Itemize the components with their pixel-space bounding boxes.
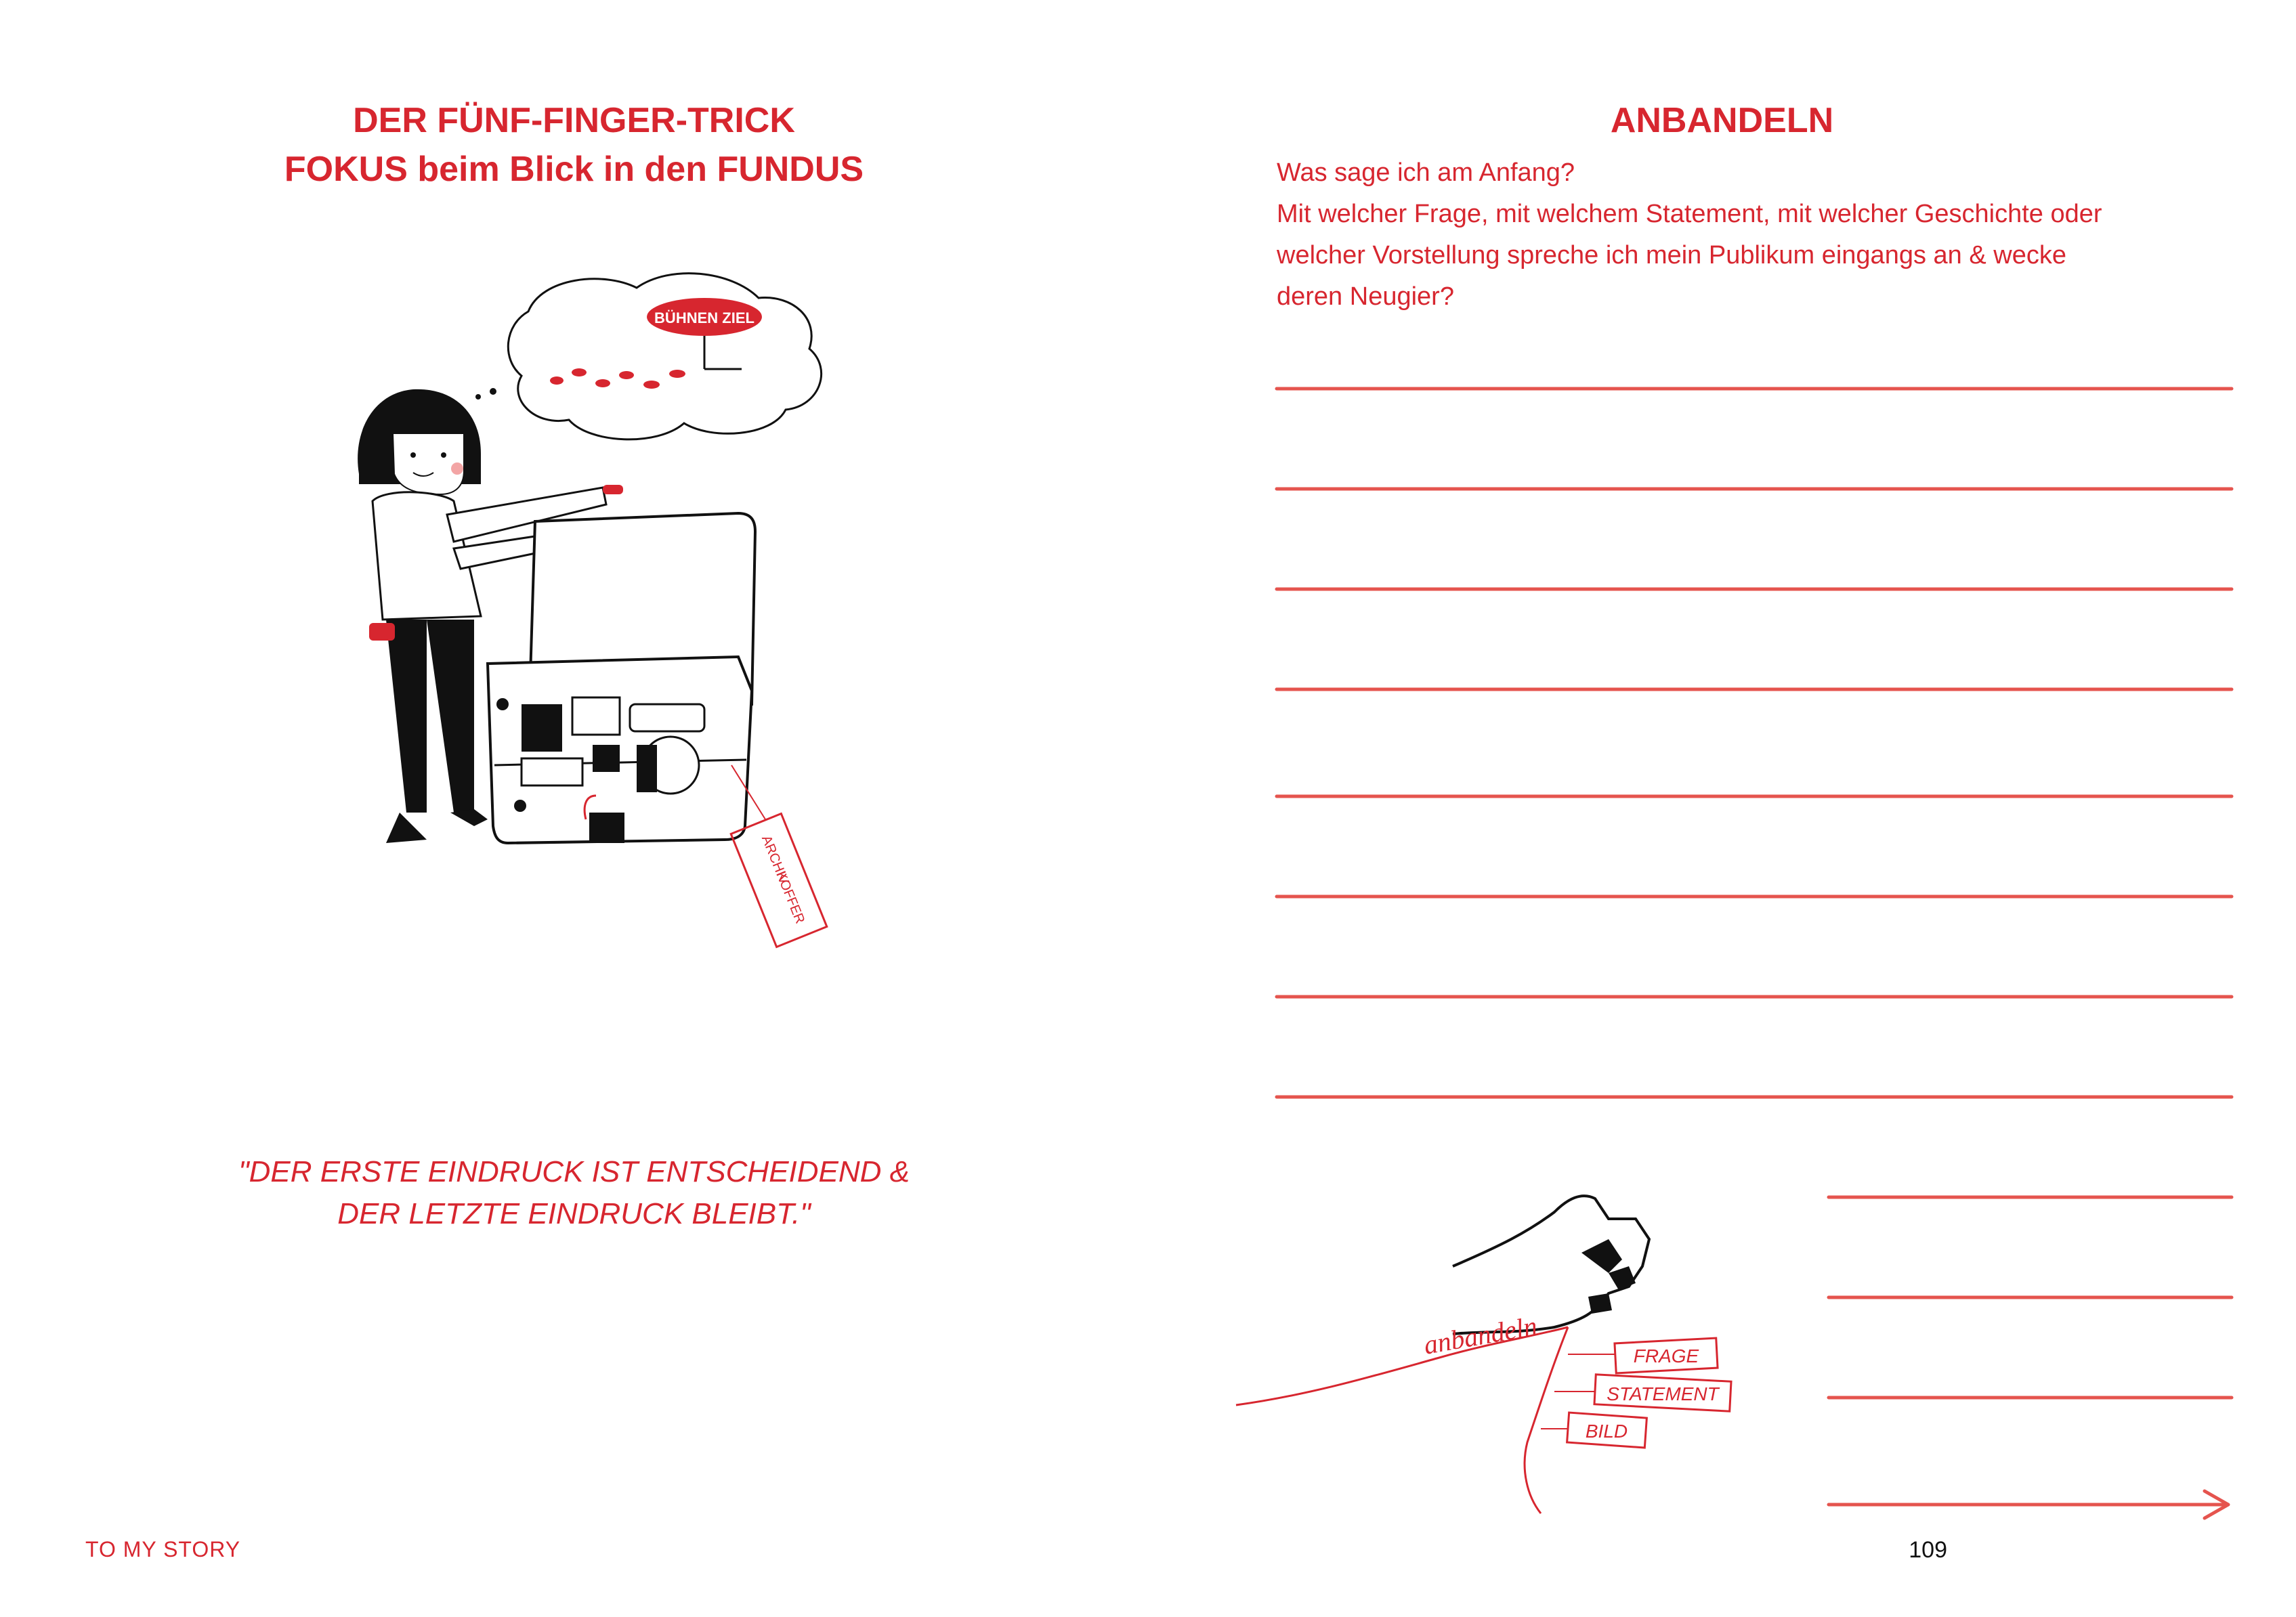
prompt-line1: Was sage ich am Anfang? <box>1277 158 1575 187</box>
archiv-tag-line1: ARCHIV <box>758 833 792 887</box>
buehnen-ziel-sign: BÜHNEN ZIEL <box>654 309 754 326</box>
footer-to-my-story[interactable]: TO MY STORY <box>85 1537 241 1561</box>
prompt-line3: welcher Vorstellung spreche ich mein Publikum eingangs an & wecke <box>1277 241 2066 270</box>
quote-block <box>0 1151 1148 1235</box>
left-title-block <box>0 96 1148 194</box>
quote-line2: DER LETZTE EINDRUCK BLEIBT." <box>337 1197 811 1230</box>
anbandeln-script: anbandeln <box>1421 1310 1539 1360</box>
woman-with-suitcase-illustration <box>318 230 860 962</box>
thought-bubble <box>508 274 821 439</box>
label-frage: FRAGE <box>1633 1345 1699 1366</box>
hand-with-rings-illustration <box>1229 1171 1907 1524</box>
archiv-tag-line2: KOFFER <box>773 869 808 926</box>
prompt-line4: deren Neugier? <box>1277 282 1454 311</box>
prompt-line2: Mit welcher Frage, mit welchem Statement, mit welcher Geschichte oder <box>1277 200 2102 228</box>
label-bild: BILD <box>1585 1421 1628 1442</box>
label-statement: STATEMENT <box>1607 1383 1719 1404</box>
right-page <box>1148 0 2296 1617</box>
right-title: ANBANDELN <box>1610 101 1834 140</box>
quote-line1: "DER ERSTE EINDRUCK IST ENTSCHEIDEND & <box>238 1155 910 1188</box>
left-title-line2: FOKUS beim Blick in den FUNDUS <box>284 150 864 189</box>
page-number: 109 <box>1909 1537 1947 1563</box>
left-title-line1: DER FÜNF-FINGER-TRICK <box>353 101 795 140</box>
